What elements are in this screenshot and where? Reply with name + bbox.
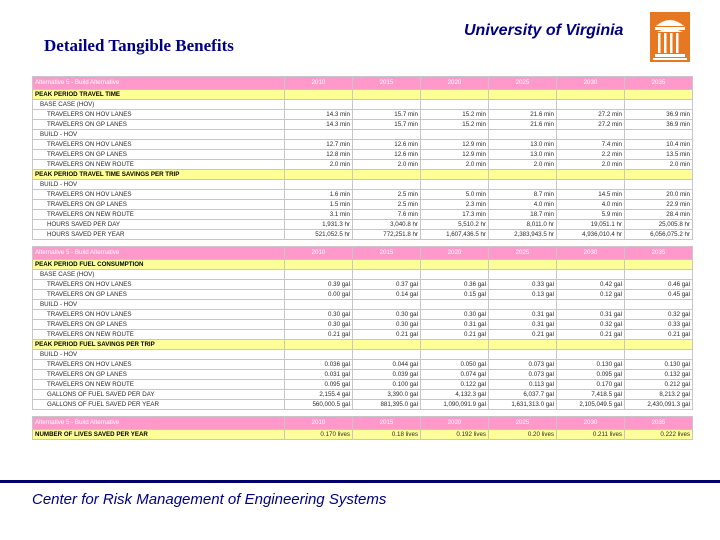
- value-cell: 13.0 min: [489, 150, 557, 160]
- benefits-spreadsheet: [32, 76, 692, 440]
- value-cell: 12.6 min: [353, 140, 421, 150]
- value-cell: [421, 340, 489, 350]
- value-cell: [625, 340, 693, 350]
- value-cell: [489, 90, 557, 100]
- value-cell: [353, 90, 421, 100]
- value-cell: [625, 170, 693, 180]
- value-cell: [557, 300, 625, 310]
- header-year-cell: 2010: [285, 417, 353, 430]
- value-cell: [353, 340, 421, 350]
- value-cell: 22.9 min: [625, 200, 693, 210]
- value-cell: 881,395.0 gal: [353, 400, 421, 410]
- value-cell: 3.1 min: [285, 210, 353, 220]
- value-cell: [421, 90, 489, 100]
- value-cell: [489, 300, 557, 310]
- value-cell: 2,383,943.5 hr: [489, 230, 557, 240]
- row-label-cell: BUILD - HOV: [33, 130, 285, 140]
- value-cell: 15.7 min: [353, 110, 421, 120]
- header-year-cell: 2030: [557, 417, 625, 430]
- value-cell: [557, 170, 625, 180]
- value-cell: 0.21 gal: [557, 330, 625, 340]
- table-row: [33, 230, 693, 240]
- value-cell: 2.0 min: [625, 160, 693, 170]
- value-cell: 18.7 min: [489, 210, 557, 220]
- table-row: [33, 280, 693, 290]
- value-cell: [489, 350, 557, 360]
- value-cell: 5,510.2 hr: [421, 220, 489, 230]
- table-row: [33, 350, 693, 360]
- value-cell: 25,005.8 hr: [625, 220, 693, 230]
- value-cell: 560,000.5 gal: [285, 400, 353, 410]
- table-row: [33, 220, 693, 230]
- table-row: [33, 110, 693, 120]
- header-year-cell: 2035: [625, 247, 693, 260]
- table-row: [33, 210, 693, 220]
- row-label-cell: TRAVELERS ON HOV LANES: [33, 360, 285, 370]
- spacer-cell: [33, 240, 693, 247]
- value-cell: 0.30 gal: [421, 310, 489, 320]
- value-cell: 27.2 min: [557, 110, 625, 120]
- value-cell: [285, 90, 353, 100]
- section-title-row: [33, 260, 693, 270]
- value-cell: 12.9 min: [421, 150, 489, 160]
- row-label-cell: TRAVELERS ON NEW ROUTE: [33, 160, 285, 170]
- value-cell: 521,052.5 hr: [285, 230, 353, 240]
- table-row: [33, 270, 693, 280]
- value-cell: [421, 350, 489, 360]
- footer-divider: [0, 480, 720, 483]
- value-cell: 0.211 lives: [557, 430, 625, 440]
- value-cell: 0.33 gal: [489, 280, 557, 290]
- value-cell: 5.0 min: [421, 190, 489, 200]
- value-cell: 7,418.5 gal: [557, 390, 625, 400]
- value-cell: 12.9 min: [421, 140, 489, 150]
- table-header-row: [33, 247, 693, 260]
- value-cell: [489, 270, 557, 280]
- value-cell: [625, 300, 693, 310]
- value-cell: [625, 90, 693, 100]
- table-row: [33, 300, 693, 310]
- row-label-cell: PEAK PERIOD FUEL CONSUMPTION: [33, 260, 285, 270]
- value-cell: [353, 130, 421, 140]
- row-label-cell: BUILD - HOV: [33, 300, 285, 310]
- header-year-cell: 2020: [421, 247, 489, 260]
- value-cell: [285, 340, 353, 350]
- value-cell: 0.20 lives: [489, 430, 557, 440]
- value-cell: [285, 130, 353, 140]
- table-row: [33, 320, 693, 330]
- value-cell: 8,011.0 hr: [489, 220, 557, 230]
- row-label-cell: HOURS SAVED PER YEAR: [33, 230, 285, 240]
- value-cell: 0.21 gal: [489, 330, 557, 340]
- value-cell: 17.3 min: [421, 210, 489, 220]
- value-cell: [489, 130, 557, 140]
- value-cell: 15.2 min: [421, 120, 489, 130]
- value-cell: 0.31 gal: [489, 320, 557, 330]
- header-year-cell: 2030: [557, 247, 625, 260]
- value-cell: 0.31 gal: [557, 310, 625, 320]
- value-cell: [353, 350, 421, 360]
- value-cell: 28.4 min: [625, 210, 693, 220]
- value-cell: 0.073 gal: [489, 370, 557, 380]
- value-cell: 20.0 min: [625, 190, 693, 200]
- value-cell: [557, 180, 625, 190]
- row-label-cell: TRAVELERS ON GP LANES: [33, 290, 285, 300]
- table-row: [33, 370, 693, 380]
- table-row: [33, 330, 693, 340]
- value-cell: 0.130 gal: [557, 360, 625, 370]
- table-row: [33, 380, 693, 390]
- table-row: [33, 120, 693, 130]
- value-cell: [353, 170, 421, 180]
- value-cell: [625, 100, 693, 110]
- value-cell: [353, 100, 421, 110]
- value-cell: [557, 340, 625, 350]
- header-year-cell: 2010: [285, 247, 353, 260]
- table-row: [33, 180, 693, 190]
- header-year-cell: 2035: [625, 77, 693, 90]
- row-label-cell: NUMBER OF LIVES SAVED PER YEAR: [33, 430, 285, 440]
- value-cell: 2.0 min: [421, 160, 489, 170]
- header-year-cell: 2010: [285, 77, 353, 90]
- section-title-row: [33, 340, 693, 350]
- value-cell: [285, 350, 353, 360]
- value-cell: [285, 170, 353, 180]
- value-cell: [625, 260, 693, 270]
- row-label-cell: TRAVELERS ON GP LANES: [33, 120, 285, 130]
- value-cell: [489, 260, 557, 270]
- value-cell: 0.31 gal: [421, 320, 489, 330]
- value-cell: [557, 100, 625, 110]
- row-label-cell: BASE CASE (HOV): [33, 270, 285, 280]
- value-cell: [625, 350, 693, 360]
- value-cell: 36.9 min: [625, 110, 693, 120]
- table-row: [33, 150, 693, 160]
- value-cell: [421, 180, 489, 190]
- value-cell: 21.6 min: [489, 110, 557, 120]
- value-cell: 0.13 gal: [489, 290, 557, 300]
- value-cell: 1,631,313.0 gal: [489, 400, 557, 410]
- value-cell: 0.33 gal: [625, 320, 693, 330]
- value-cell: 13.0 min: [489, 140, 557, 150]
- value-cell: 0.00 gal: [285, 290, 353, 300]
- value-cell: [489, 170, 557, 180]
- value-cell: 19,051.1 hr: [557, 220, 625, 230]
- row-label-cell: PEAK PERIOD FUEL SAVINGS PER TRIP: [33, 340, 285, 350]
- table-row: [33, 360, 693, 370]
- value-cell: 1.5 min: [285, 200, 353, 210]
- header-year-cell: 2030: [557, 77, 625, 90]
- value-cell: 4.0 min: [489, 200, 557, 210]
- value-cell: 13.5 min: [625, 150, 693, 160]
- value-cell: 0.21 gal: [285, 330, 353, 340]
- table-row: [33, 290, 693, 300]
- value-cell: 0.45 gal: [625, 290, 693, 300]
- value-cell: 0.42 gal: [557, 280, 625, 290]
- value-cell: 36.9 min: [625, 120, 693, 130]
- value-cell: 2,105,049.5 gal: [557, 400, 625, 410]
- row-label-cell: PEAK PERIOD TRAVEL TIME: [33, 90, 285, 100]
- table-row: [33, 140, 693, 150]
- value-cell: 4,132.3 gal: [421, 390, 489, 400]
- value-cell: 8.7 min: [489, 190, 557, 200]
- value-cell: 10.4 min: [625, 140, 693, 150]
- table-row: [33, 190, 693, 200]
- section-title-row: [33, 430, 693, 440]
- value-cell: 0.30 gal: [285, 320, 353, 330]
- value-cell: 2,430,091.3 gal: [625, 400, 693, 410]
- row-label-cell: BUILD - HOV: [33, 350, 285, 360]
- value-cell: 1,090,091.9 gal: [421, 400, 489, 410]
- row-label-cell: TRAVELERS ON HOV LANES: [33, 140, 285, 150]
- value-cell: [285, 300, 353, 310]
- value-cell: [421, 130, 489, 140]
- spacer-cell: [33, 410, 693, 417]
- value-cell: 2,155.4 gal: [285, 390, 353, 400]
- section-spacer: [33, 240, 693, 247]
- value-cell: [421, 270, 489, 280]
- value-cell: 0.37 gal: [353, 280, 421, 290]
- value-cell: 0.039 gal: [353, 370, 421, 380]
- value-cell: 8,213.2 gal: [625, 390, 693, 400]
- value-cell: 0.12 gal: [557, 290, 625, 300]
- value-cell: 2.0 min: [353, 160, 421, 170]
- value-cell: 0.32 gal: [557, 320, 625, 330]
- value-cell: 15.2 min: [421, 110, 489, 120]
- value-cell: 4,936,010.4 hr: [557, 230, 625, 240]
- value-cell: 2.0 min: [285, 160, 353, 170]
- value-cell: 0.050 gal: [421, 360, 489, 370]
- section-title-row: [33, 90, 693, 100]
- row-label-cell: BUILD - HOV: [33, 180, 285, 190]
- header-year-cell: 2025: [489, 77, 557, 90]
- header-year-cell: 2025: [489, 417, 557, 430]
- value-cell: 0.095 gal: [557, 370, 625, 380]
- value-cell: 0.073 gal: [489, 360, 557, 370]
- value-cell: 0.132 gal: [625, 370, 693, 380]
- header-year-cell: 2015: [353, 77, 421, 90]
- value-cell: [285, 180, 353, 190]
- header-year-cell: 2015: [353, 247, 421, 260]
- value-cell: 14.3 min: [285, 110, 353, 120]
- value-cell: 0.113 gal: [489, 380, 557, 390]
- table-row: [33, 160, 693, 170]
- row-label-cell: TRAVELERS ON HOV LANES: [33, 110, 285, 120]
- value-cell: 1.6 min: [285, 190, 353, 200]
- value-cell: [353, 270, 421, 280]
- value-cell: [489, 100, 557, 110]
- row-label-cell: TRAVELERS ON NEW ROUTE: [33, 380, 285, 390]
- row-label-cell: TRAVELERS ON GP LANES: [33, 370, 285, 380]
- value-cell: 0.21 gal: [625, 330, 693, 340]
- value-cell: 6,056,075.2 hr: [625, 230, 693, 240]
- value-cell: 14.5 min: [557, 190, 625, 200]
- value-cell: 0.095 gal: [285, 380, 353, 390]
- value-cell: [353, 300, 421, 310]
- row-label-cell: GALLONS OF FUEL SAVED PER YEAR: [33, 400, 285, 410]
- value-cell: 0.36 gal: [421, 280, 489, 290]
- value-cell: 5.9 min: [557, 210, 625, 220]
- value-cell: 2.2 min: [557, 150, 625, 160]
- value-cell: [421, 100, 489, 110]
- row-label-cell: TRAVELERS ON HOV LANES: [33, 190, 285, 200]
- row-label-cell: TRAVELERS ON HOV LANES: [33, 310, 285, 320]
- header-year-cell: 2020: [421, 417, 489, 430]
- value-cell: 0.192 lives: [421, 430, 489, 440]
- row-label-cell: HOURS SAVED PER DAY: [33, 220, 285, 230]
- value-cell: 0.21 gal: [353, 330, 421, 340]
- value-cell: [421, 170, 489, 180]
- value-cell: 0.036 gal: [285, 360, 353, 370]
- value-cell: 0.130 gal: [625, 360, 693, 370]
- value-cell: [285, 100, 353, 110]
- section-title-row: [33, 170, 693, 180]
- value-cell: 14.3 min: [285, 120, 353, 130]
- row-label-cell: TRAVELERS ON GP LANES: [33, 150, 285, 160]
- value-cell: 772,251.8 hr: [353, 230, 421, 240]
- table-row: [33, 100, 693, 110]
- value-cell: 2.3 min: [421, 200, 489, 210]
- rotunda-logo-icon: [650, 12, 690, 62]
- header-year-cell: 2020: [421, 77, 489, 90]
- value-cell: [421, 260, 489, 270]
- value-cell: 12.8 min: [285, 150, 353, 160]
- row-label-cell: GALLONS OF FUEL SAVED PER DAY: [33, 390, 285, 400]
- value-cell: 0.122 gal: [421, 380, 489, 390]
- value-cell: 12.7 min: [285, 140, 353, 150]
- row-label-cell: TRAVELERS ON NEW ROUTE: [33, 330, 285, 340]
- value-cell: 0.170 gal: [557, 380, 625, 390]
- value-cell: 2.5 min: [353, 190, 421, 200]
- value-cell: 12.6 min: [353, 150, 421, 160]
- table-header-row: [33, 77, 693, 90]
- value-cell: 0.212 gal: [625, 380, 693, 390]
- header-year-cell: 2035: [625, 417, 693, 430]
- header-year-cell: 2025: [489, 247, 557, 260]
- value-cell: 4.0 min: [557, 200, 625, 210]
- header-label-cell: Alternative 5 - Build Alternative: [33, 77, 285, 90]
- value-cell: [489, 180, 557, 190]
- value-cell: 1,931.3 hr: [285, 220, 353, 230]
- value-cell: 0.15 gal: [421, 290, 489, 300]
- value-cell: 0.31 gal: [489, 310, 557, 320]
- value-cell: [557, 260, 625, 270]
- value-cell: 0.30 gal: [353, 320, 421, 330]
- value-cell: 27.2 min: [557, 120, 625, 130]
- value-cell: [421, 300, 489, 310]
- value-cell: 1,607,436.5 hr: [421, 230, 489, 240]
- value-cell: 21.6 min: [489, 120, 557, 130]
- value-cell: 0.074 gal: [421, 370, 489, 380]
- table-row: [33, 390, 693, 400]
- value-cell: [285, 270, 353, 280]
- value-cell: 2.0 min: [557, 160, 625, 170]
- value-cell: [557, 130, 625, 140]
- benefits-table: [32, 76, 693, 440]
- value-cell: 0.222 lives: [625, 430, 693, 440]
- value-cell: [489, 340, 557, 350]
- header-year-cell: 2015: [353, 417, 421, 430]
- university-name: University of Virginia: [464, 22, 624, 39]
- section-spacer: [33, 410, 693, 417]
- value-cell: [625, 180, 693, 190]
- value-cell: 0.170 lives: [285, 430, 353, 440]
- value-cell: 0.044 gal: [353, 360, 421, 370]
- row-label-cell: TRAVELERS ON GP LANES: [33, 320, 285, 330]
- value-cell: 2.0 min: [489, 160, 557, 170]
- table-header-row: [33, 417, 693, 430]
- value-cell: 0.30 gal: [353, 310, 421, 320]
- row-label-cell: TRAVELERS ON NEW ROUTE: [33, 210, 285, 220]
- value-cell: [625, 270, 693, 280]
- value-cell: [285, 260, 353, 270]
- table-row: [33, 400, 693, 410]
- header-label-cell: Alternative 5 - Build Alternative: [33, 247, 285, 260]
- row-label-cell: TRAVELERS ON HOV LANES: [33, 280, 285, 290]
- value-cell: 0.21 gal: [421, 330, 489, 340]
- value-cell: 3,390.0 gal: [353, 390, 421, 400]
- value-cell: 0.39 gal: [285, 280, 353, 290]
- value-cell: 6,037.7 gal: [489, 390, 557, 400]
- value-cell: 3,040.8 hr: [353, 220, 421, 230]
- value-cell: 0.46 gal: [625, 280, 693, 290]
- footer-text: Center for Risk Management of Engineering Systems: [32, 491, 387, 508]
- slide-title: Detailed Tangible Benefits: [44, 36, 234, 55]
- value-cell: 0.14 gal: [353, 290, 421, 300]
- table-row: [33, 130, 693, 140]
- header-label-cell: Alternative 5 - Build Alternative: [33, 417, 285, 430]
- row-label-cell: TRAVELERS ON GP LANES: [33, 200, 285, 210]
- value-cell: [557, 270, 625, 280]
- value-cell: 0.30 gal: [285, 310, 353, 320]
- value-cell: [353, 260, 421, 270]
- value-cell: [557, 90, 625, 100]
- value-cell: 15.7 min: [353, 120, 421, 130]
- table-row: [33, 310, 693, 320]
- value-cell: [625, 130, 693, 140]
- value-cell: 0.32 gal: [625, 310, 693, 320]
- value-cell: 2.5 min: [353, 200, 421, 210]
- value-cell: 0.18 lives: [353, 430, 421, 440]
- value-cell: 7.4 min: [557, 140, 625, 150]
- row-label-cell: BASE CASE (HOV): [33, 100, 285, 110]
- value-cell: [557, 350, 625, 360]
- value-cell: 7.6 min: [353, 210, 421, 220]
- value-cell: [353, 180, 421, 190]
- table-row: [33, 200, 693, 210]
- value-cell: 0.031 gal: [285, 370, 353, 380]
- value-cell: 0.100 gal: [353, 380, 421, 390]
- row-label-cell: PEAK PERIOD TRAVEL TIME SAVINGS PER TRIP: [33, 170, 285, 180]
